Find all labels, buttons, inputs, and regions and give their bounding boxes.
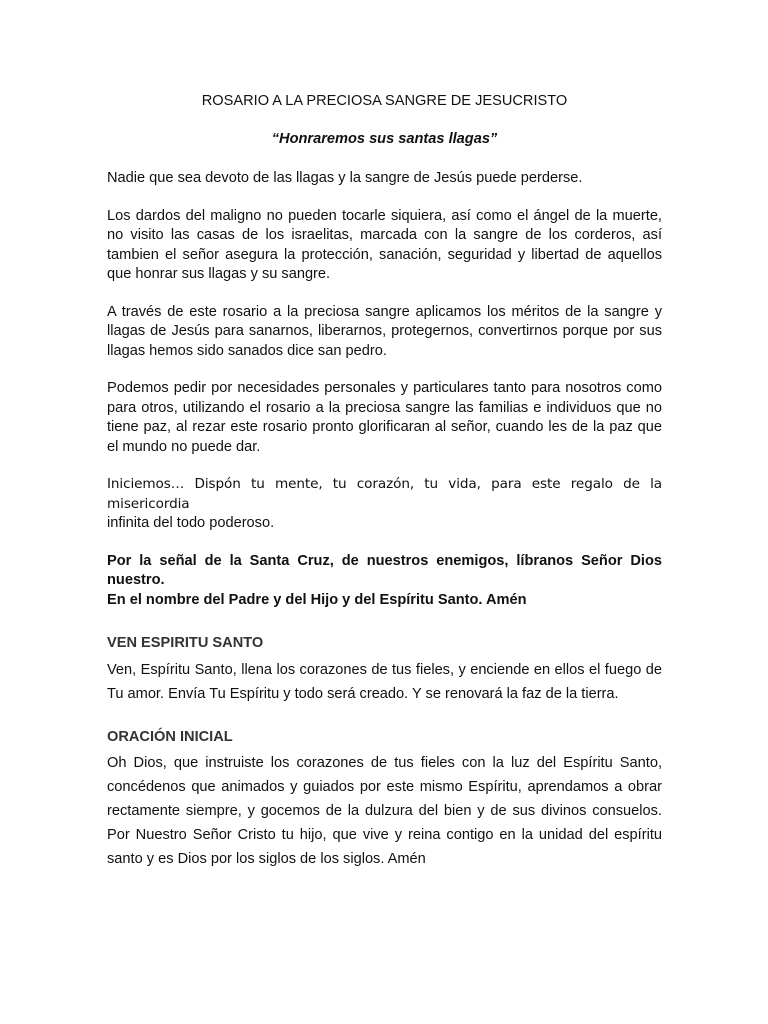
paragraph-iniciemos — [107, 475, 662, 534]
sign-of-cross-block — [107, 552, 662, 611]
section-ven-espiritu-santo — [107, 634, 662, 706]
section-heading: VEN ESPIRITU SANTO — [107, 635, 264, 651]
iniciemos-lead: Iniciemos… Dispón tu mente, tu corazón, tu vida, para este regalo de la misericordia — [107, 476, 662, 512]
sign-of-cross-line-2: En el nombre del Padre y del Hijo y del Espíritu Santo. Amén — [107, 591, 527, 608]
section-heading: ORACIÓN INICIAL — [107, 728, 233, 745]
document-subtitle: “Honraremos sus santas llagas” — [271, 130, 498, 147]
document-title: ROSARIO A LA PRECIOSA SANGRE DE JESUCRISTO — [201, 93, 568, 109]
section-oracion-inicial — [107, 728, 662, 872]
sign-of-cross-line-1: Por la señal de la Santa Cruz, de nuestros enemigos, líbranos Señor Dios nuestro. — [107, 552, 662, 588]
paragraph-intro: Nadie que sea devoto de las llagas y la sangre de Jesús puede perderse. — [107, 170, 583, 186]
section-body: Ven, Espíritu Santo, llena los corazones de tus fieles, y enciende en ellos el fuego de Tu amor. Envía Tu Espíritu y todo será creado. Y se renovará la faz de la tierra. — [107, 661, 662, 702]
iniciemos-rest: infinita del todo poderoso. — [107, 515, 275, 531]
paragraph-dardos: Los dardos del maligno no pueden tocarle siquiera, así como el ángel de la muerte, no visito las casas de los israelitas, marcada con la sangre de los corderos, así tambien el señor asegura la protección, sanación, seguridad y libertad de aquellos que honrar sus llagas y su sangre. — [107, 207, 662, 282]
document-page — [107, 92, 662, 871]
paragraph-rosario: A través de este rosario a la preciosa sangre aplicamos los méritos de la sangre y llagas de Jesús para sanarnos, liberarnos, protegernos, convertirnos porque por sus llagas hemos sido sanados dice san pedro. — [107, 303, 662, 359]
section-body: Oh Dios, que instruiste los corazones de tus fieles con la luz del Espíritu Santo, concédenos que animados y guiados por este mismo Espíritu, aprendamos a obrar rectamente siempre, y gocemos de la dulzura del bien y de sus divinos consuelos. Por Nuestro Señor Cristo tu hijo, que vive y reina contigo en la unidad del espíritu santo y es Dios por los siglos de los siglos. Amén — [107, 755, 662, 867]
paragraph-peticiones: Podemos pedir por necesidades personales y particulares tanto para nosotros como para otros, utilizando el rosario a la preciosa sangre las familias e individuos que no tiene paz, al rezar este rosario pronto glorificaran al señor, cuando les de la paz que el mundo no puede dar. — [107, 380, 662, 455]
